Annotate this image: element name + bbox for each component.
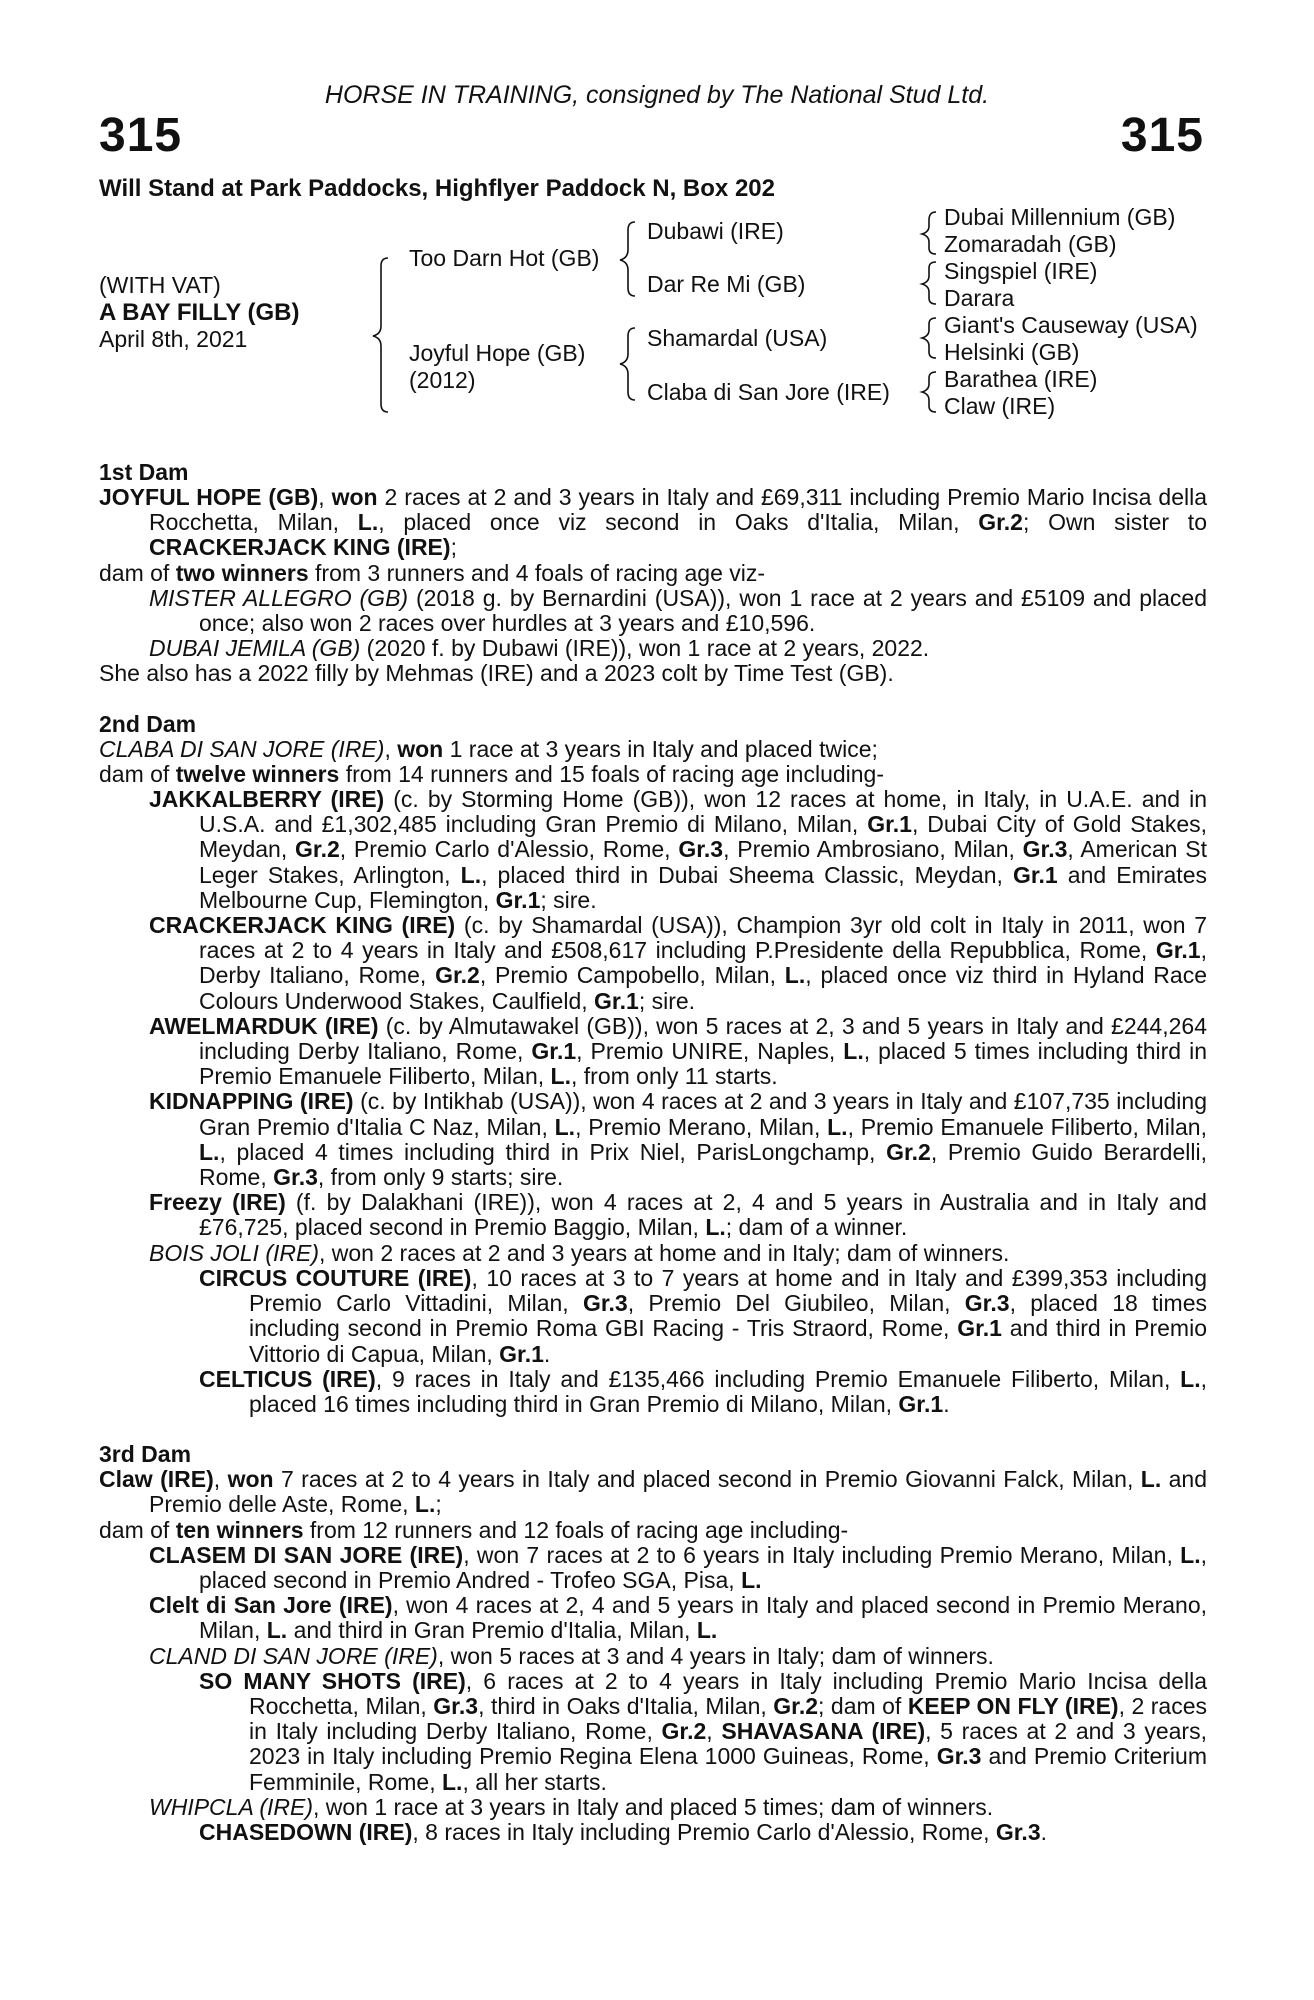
pedigree-g5: Giant's Causeway (USA) — [944, 312, 1198, 338]
pedigree-dam-sire: Shamardal (USA) — [647, 325, 828, 351]
stand-location: Will Stand at Park Paddocks, Highflyer Paddock N, Box 202 — [99, 175, 775, 202]
second-dam-produce-summary: dam of twelve winners from 14 runners and 15 foals of racing age including- — [99, 760, 884, 787]
consignment-line: HORSE IN TRAINING, consigned by The National Stud Ltd. — [324, 81, 990, 109]
catalogue-body — [99, 460, 1207, 1845]
pedigree-g7: Barathea (IRE) — [944, 366, 1098, 392]
second-dam-produce-6: BOIS JOLI (IRE), won 2 races at 2 and 3 years at home and in Italy; dam of winners. — [149, 1239, 1010, 1266]
pedigree-dam: Joyful Hope (GB) — [409, 340, 586, 366]
first-dam-produce-1: MISTER ALLEGRO (GB) (2018 g. by Bernardini (USA)), won 1 race at 2 years and £5109 and placed once; also won 2 races over hurdles at 3 years and £10,596. — [149, 584, 1207, 637]
pedigree-sire-dam: Dar Re Mi (GB) — [647, 271, 806, 297]
first-dam-produce-2: DUBAI JEMILA (GB) (2020 f. by Dubawi (IRE)), won 1 race at 2 years, 2022. — [149, 635, 930, 662]
third-dam-produce-2: Clelt di San Jore (IRE), won 4 races at 2, 4 and 5 years in Italy and placed second in Premio Merano, Milan, L. and third in Gran Premio d'Italia, Milan, L. — [149, 1592, 1207, 1644]
second-dam-produce-1: JAKKALBERRY (IRE) (c. by Storming Home (GB)), won 12 races at home, in Italy, in U.A.E. and in U.S.A. and £1,302,485 including Gran Premio di Milano, Milan, Gr.1, Dubai City of Gold Stakes, Meydan, Gr.2, Premio Carlo d'Alessio, Rome, Gr.3, Premio Ambrosiano, Milan, Gr.3, American St Leger Stakes, Arlington, L., placed third in Dubai Sheema Classic, Meydan, Gr.1 and Emirates Melbourne Cup, Flemington, Gr.1; sire. — [149, 786, 1207, 913]
third-dam-produce-3: CLAND DI SAN JORE (IRE), won 5 races at 3 and 4 years in Italy; dam of winners. — [149, 1642, 994, 1669]
second-dam-grand-produce-2: CELTICUS (IRE), 9 races in Italy and £135,466 including Premio Emanuele Filiberto, Milan, L., placed 16 times including third in Gran Premio di Milano, Milan, Gr.1. — [199, 1365, 1208, 1417]
third-dam-record: Claw (IRE), won 7 races at 2 to 4 years in Italy and placed second in Premio Giovanni Falck, Milan, L. and Premio delle Aste, Rome, L.; — [99, 1466, 1208, 1518]
pedigree-dam-dam: Claba di San Jore (IRE) — [647, 379, 890, 405]
first-dam-produce-summary: dam of two winners from 3 runners and 4 foals of racing age viz- — [99, 559, 766, 586]
pedigree-g1: Dubai Millennium (GB) — [944, 204, 1176, 230]
first-dam-heading: 1st Dam — [99, 459, 189, 485]
pedigree-g8: Claw (IRE) — [944, 393, 1056, 419]
second-dam-heading: 2nd Dam — [99, 710, 197, 737]
pedigree-g2: Zomaradah (GB) — [944, 231, 1117, 257]
third-dam-produce-4: WHIPCLA (IRE), won 1 race at 3 years in Italy and placed 5 times; dam of winners. — [149, 1793, 994, 1820]
second-dam-produce-3: AWELMARDUK (IRE) (c. by Almutawakel (GB)), won 5 races at 2, 3 and 5 years in Italy and £244,264 including Derby Italiano, Rome, Gr.1, Premio UNIRE, Naples, L., placed 5 times including third in Premio Emanuele Filiberto, Milan, L., from only 11 starts. — [149, 1012, 1207, 1090]
third-dam-grand-produce-2: CHASEDOWN (IRE), 8 races in Italy including Premio Carlo d'Alessio, Rome, Gr.3. — [199, 1818, 1048, 1845]
first-dam-record: JOYFUL HOPE (GB), won 2 races at 2 and 3 years in Italy and £69,311 including Premio Mario Incisa della Rocchetta, Milan, L., placed once viz second in Oaks d'Italia, Milan, Gr.2; Own sister to CRACKERJACK KING (IRE); — [99, 484, 1208, 561]
first-dam-note: She also has a 2022 filly by Mehmas (IRE) and a 2023 colt by Time Test (GB). — [99, 660, 894, 687]
third-dam-produce-summary: dam of ten winners from 12 runners and 12 foals of racing age including- — [99, 1516, 849, 1543]
second-dam-produce-5: Freezy (IRE) (f. by Dalakhani (IRE)), won 4 races at 2, 4 and 5 years in Australia and in Italy and £76,725, placed second in Premio Baggio, Milan, L.; dam of a winner. — [149, 1189, 1207, 1241]
pedigree-g6: Helsinki (GB) — [944, 339, 1080, 365]
third-dam-produce-1: CLASEM DI SAN JORE (IRE), won 7 races at 2 to 6 years in Italy including Premio Merano, Milan, L., placed second in Premio Andred - Trofeo SGA, Pisa, L. — [149, 1541, 1207, 1593]
second-dam-record: CLABA DI SAN JORE (IRE), won 1 race at 3 years in Italy and placed twice; — [99, 735, 878, 762]
pedigree-sire: Too Darn Hot (GB) — [409, 245, 600, 271]
lot-number-left: 315 — [99, 109, 183, 162]
pedigree-g4: Darara — [944, 285, 1015, 311]
lot-number-right: 315 — [1120, 109, 1204, 162]
vat-note: (WITH VAT) — [99, 272, 221, 298]
second-dam-grand-produce-1: CIRCUS COUTURE (IRE), 10 races at 3 to 7 years at home and in Italy and £399,353 including Premio Carlo Vittadini, Milan, Gr.3, Premio Del Giubileo, Milan, Gr.3, placed 18 times including second in Premio Roma GBI Racing - Tris Straord, Rome, Gr.1 and third in Premio Vittorio di Capua, Milan, Gr.1. — [199, 1264, 1207, 1367]
foaling-date: April 8th, 2021 — [99, 326, 248, 352]
pedigree-g3: Singspiel (IRE) — [944, 258, 1098, 284]
pedigree-sire-sire: Dubawi (IRE) — [647, 218, 784, 244]
second-dam-produce-4: KIDNAPPING (IRE) (c. by Intikhab (USA)), won 4 races at 2 and 3 years in Italy and £107,735 including Gran Premio d'Italia C Naz, Milan, L., Premio Merano, Milan, L., Premio Emanuele Filiberto, Milan, L., placed 4 times including third in Prix Niel, ParisLongchamp, Gr.2, Premio Guido Berardelli, Rome, Gr.3, from only 9 starts; sire. — [149, 1088, 1207, 1191]
third-dam-grand-produce-1: SO MANY SHOTS (IRE), 6 races at 2 to 4 years in Italy including Premio Mario Incisa della Rocchetta, Milan, Gr.3, third in Oaks d'Italia, Milan, Gr.2; dam of KEEP ON FLY (IRE), 2 races in Italy including Derby Italiano, Rome, Gr.2, SHAVASANA (IRE), 5 races at 2 and 3 years, 2023 in Italy including Premio Regina Elena 1000 Guineas, Rome, Gr.3 and Premio Criterium Femminile, Rome, L., all her starts. — [199, 1667, 1207, 1795]
subject-name: A BAY FILLY (GB) — [99, 299, 300, 326]
second-dam-produce-2: CRACKERJACK KING (IRE) (c. by Shamardal (USA)), Champion 3yr old colt in Italy in 2011, won 7 races at 2 to 4 years in Italy and £508,617 including P.Presidente della Repubblica, Rome, Gr.1, Derby Italiano, Rome, Gr.2, Premio Campobello, Milan, L., placed once viz third in Hyland Race Colours Underwood Stakes, Caulfield, Gr.1; sire. — [149, 912, 1208, 1014]
third-dam-heading: 3rd Dam — [99, 1441, 192, 1468]
pedigree-dam-year: (2012) — [409, 367, 476, 393]
